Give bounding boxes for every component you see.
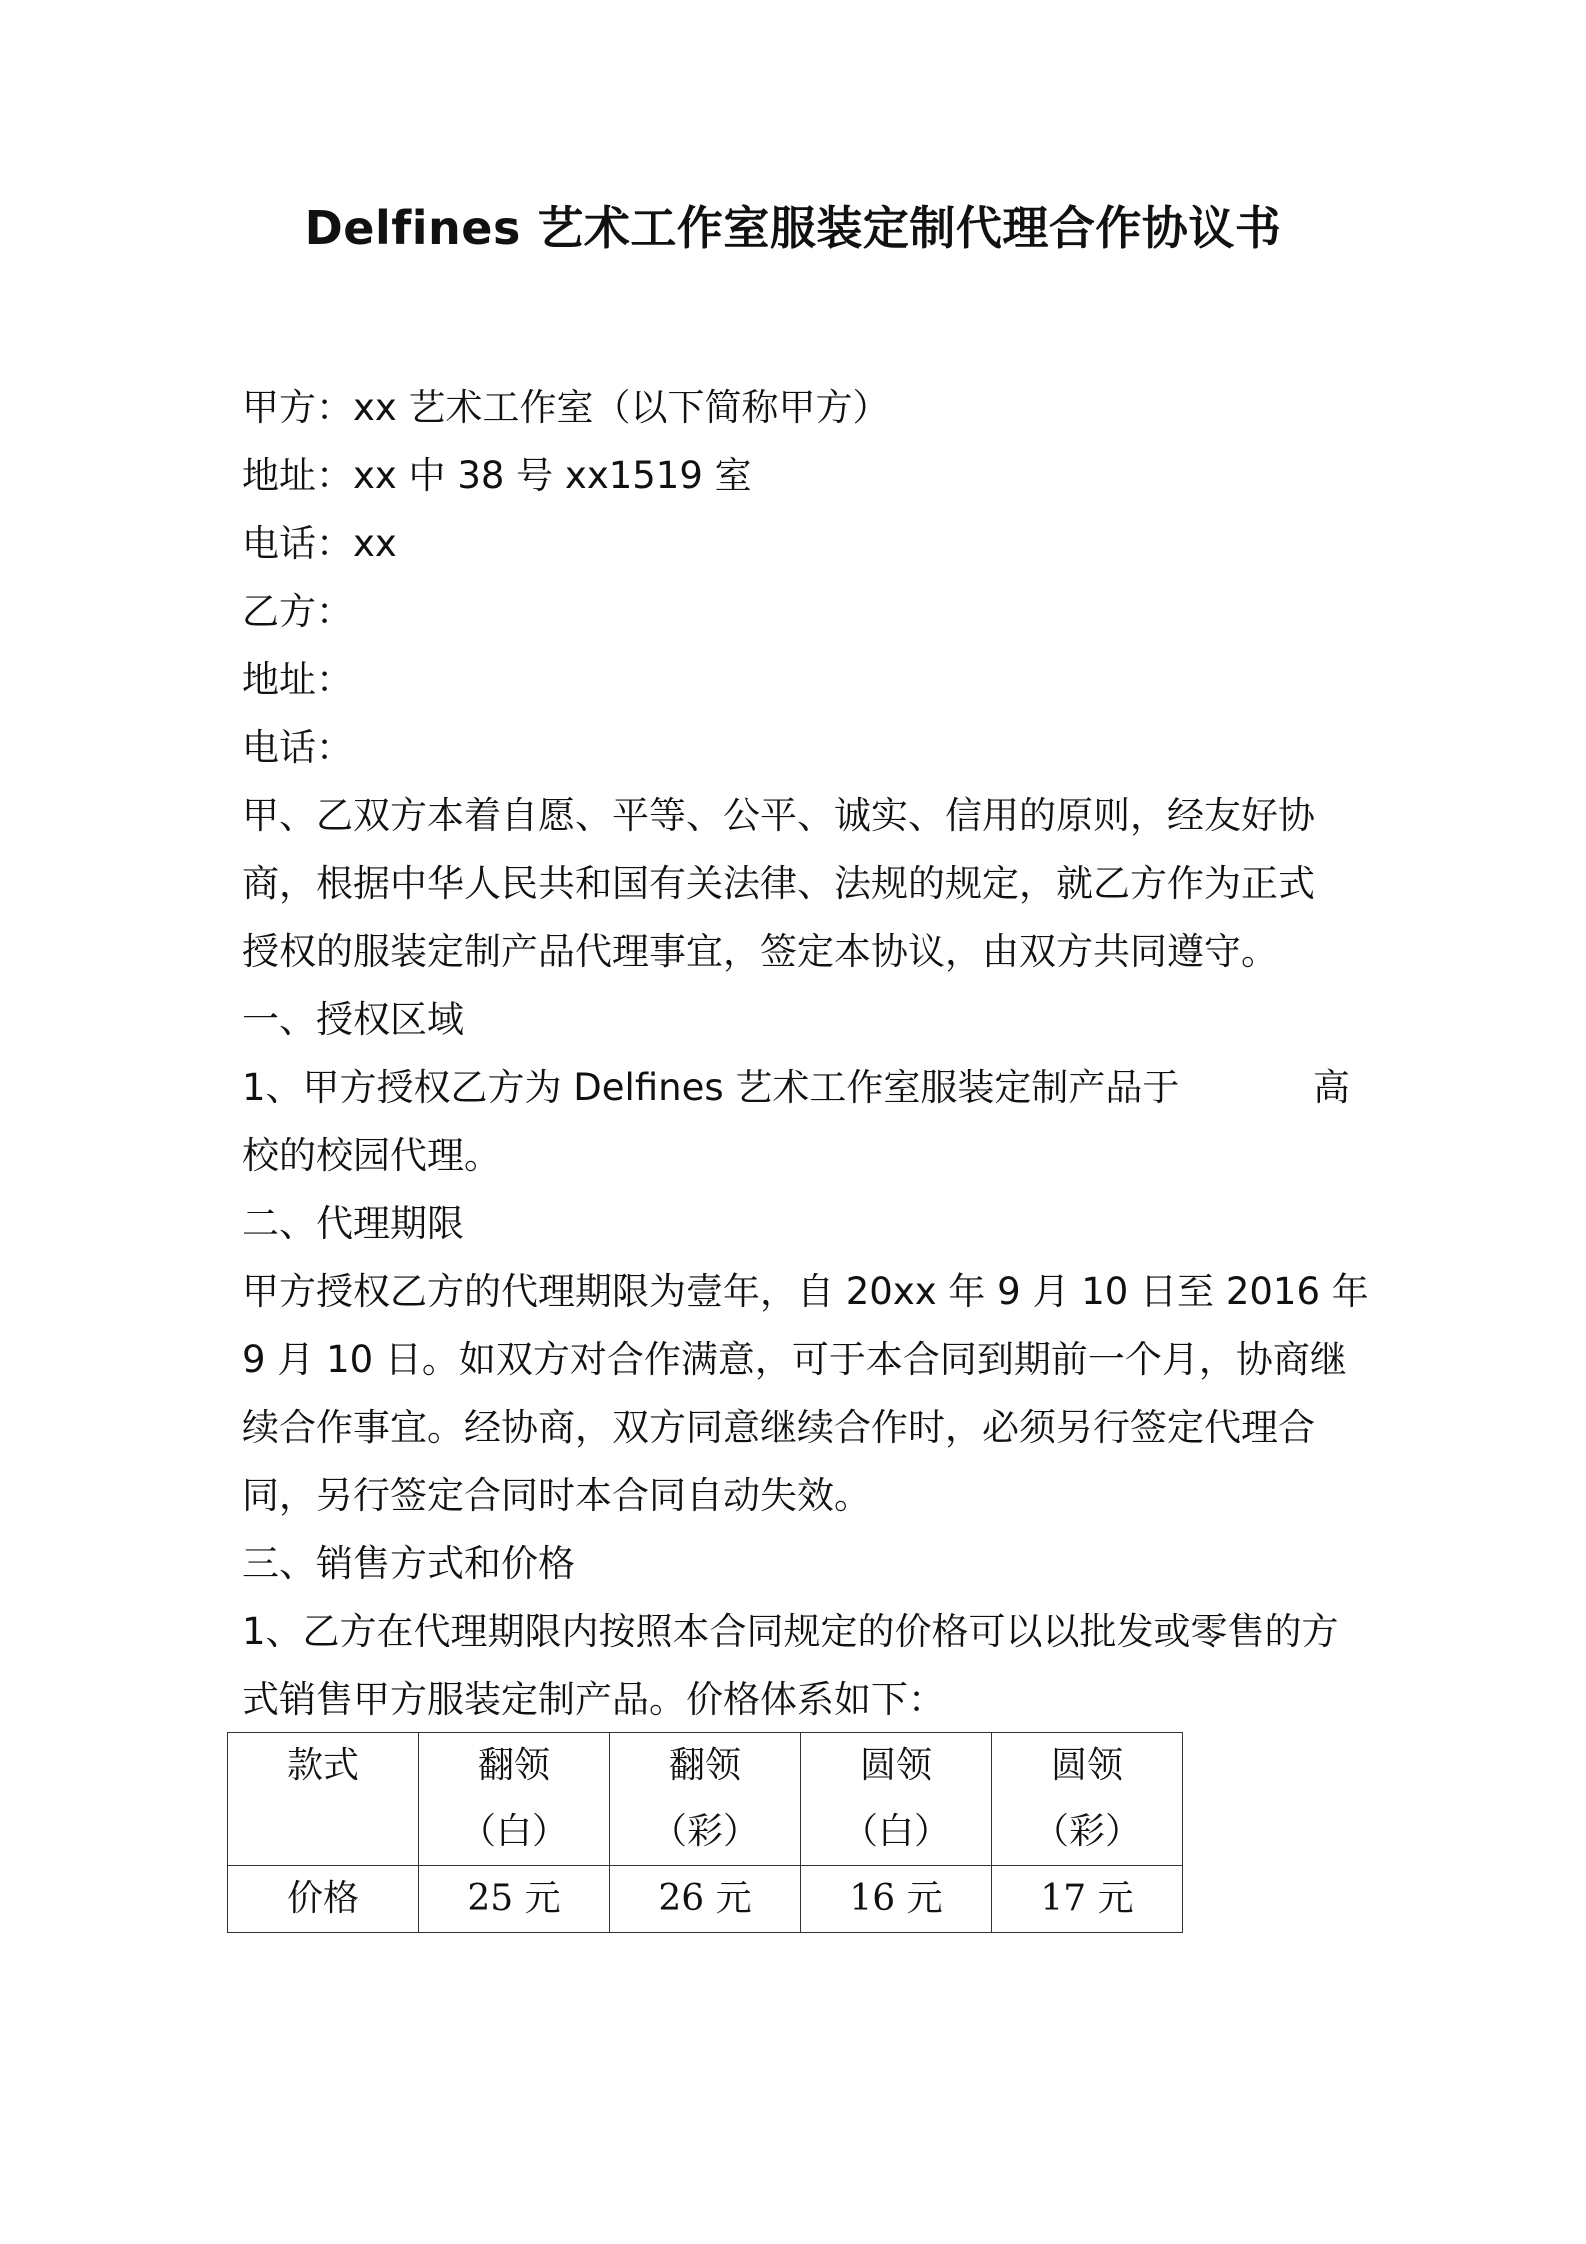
header-cell-line: 翻领 [477, 1745, 550, 1786]
price-table [227, 1732, 1183, 1933]
section2-line: 9 月 10 日。如双方对合作满意，可于本合同到期前一个月，协商继 [242, 1338, 1347, 1381]
header-cell-line: 款式 [286, 1745, 359, 1786]
price-cell: 16 元 [801, 1866, 992, 1933]
header-cell-round-color [992, 1733, 1183, 1866]
party-a-address: 地址：xx 中 38 号 xx1519 室 [242, 454, 752, 497]
party-a-name: 甲方：xx 艺术工作室（以下简称甲方） [242, 386, 890, 429]
header-cell-line: （彩） [1032, 1811, 1141, 1852]
section-heading: 三、销售方式和价格 [242, 1542, 575, 1585]
document-body [242, 374, 1369, 1734]
header-cell-line: 圆领 [859, 1745, 932, 1786]
header-cell-line: 翻领 [668, 1745, 741, 1786]
header-cell-line: 圆领 [1050, 1745, 1123, 1786]
party-b-name: 乙方： [242, 590, 353, 633]
section1-item1-text: 1、甲方授权乙方为 Delfines 艺术工作室服装定制产品于 [242, 1066, 1180, 1109]
section3-line: 1、乙方在代理期限内按照本合同规定的价格可以以批发或零售的方 [242, 1610, 1339, 1653]
price-cell: 25 元 [419, 1866, 610, 1933]
preamble-line: 授权的服装定制产品代理事宜，签定本协议，由双方共同遵守。 [242, 930, 1278, 973]
price-table-price-row [228, 1866, 1183, 1933]
header-cell-style [228, 1733, 419, 1866]
price-cell: 17 元 [992, 1866, 1183, 1933]
header-cell-line: （白） [459, 1811, 568, 1852]
party-b-address: 地址： [242, 658, 353, 701]
section-heading: 一、授权区域 [242, 998, 464, 1041]
header-cell-line: （彩） [650, 1811, 759, 1852]
section3-line: 式销售甲方服装定制产品。价格体系如下： [242, 1678, 945, 1721]
header-cell-line: （白） [841, 1811, 950, 1852]
header-cell-round-white [801, 1733, 992, 1866]
price-cell-label: 价格 [228, 1866, 419, 1933]
section1-item1-line [242, 1054, 1350, 1122]
section1-item1-tail: 高 [1313, 1066, 1350, 1109]
header-cell-lapel-color [610, 1733, 801, 1866]
section2-line: 甲方授权乙方的代理期限为壹年，自 20xx 年 9 月 10 日至 2016 年 [242, 1270, 1369, 1313]
section2-line: 同，另行签定合同时本合同自动失效。 [242, 1474, 871, 1517]
header-cell-lapel-white [419, 1733, 610, 1866]
section2-line: 续合作事宜。经协商，双方同意继续合作时，必须另行签定代理合 [242, 1406, 1315, 1449]
party-a-phone: 电话：xx [242, 522, 397, 565]
document-title: Delfines 艺术工作室服装定制代理合作协议书 [304, 201, 1282, 255]
party-b-phone: 电话： [242, 726, 353, 769]
price-cell: 26 元 [610, 1866, 801, 1933]
preamble-line: 甲、乙双方本着自愿、平等、公平、诚实、信用的原则，经友好协 [242, 794, 1315, 837]
section1-item1-continuation: 校的校园代理。 [242, 1134, 501, 1177]
price-table-header-row [228, 1733, 1183, 1866]
section-heading: 二、代理期限 [242, 1202, 464, 1245]
preamble-line: 商，根据中华人民共和国有关法律、法规的规定，就乙方作为正式 [242, 862, 1315, 905]
